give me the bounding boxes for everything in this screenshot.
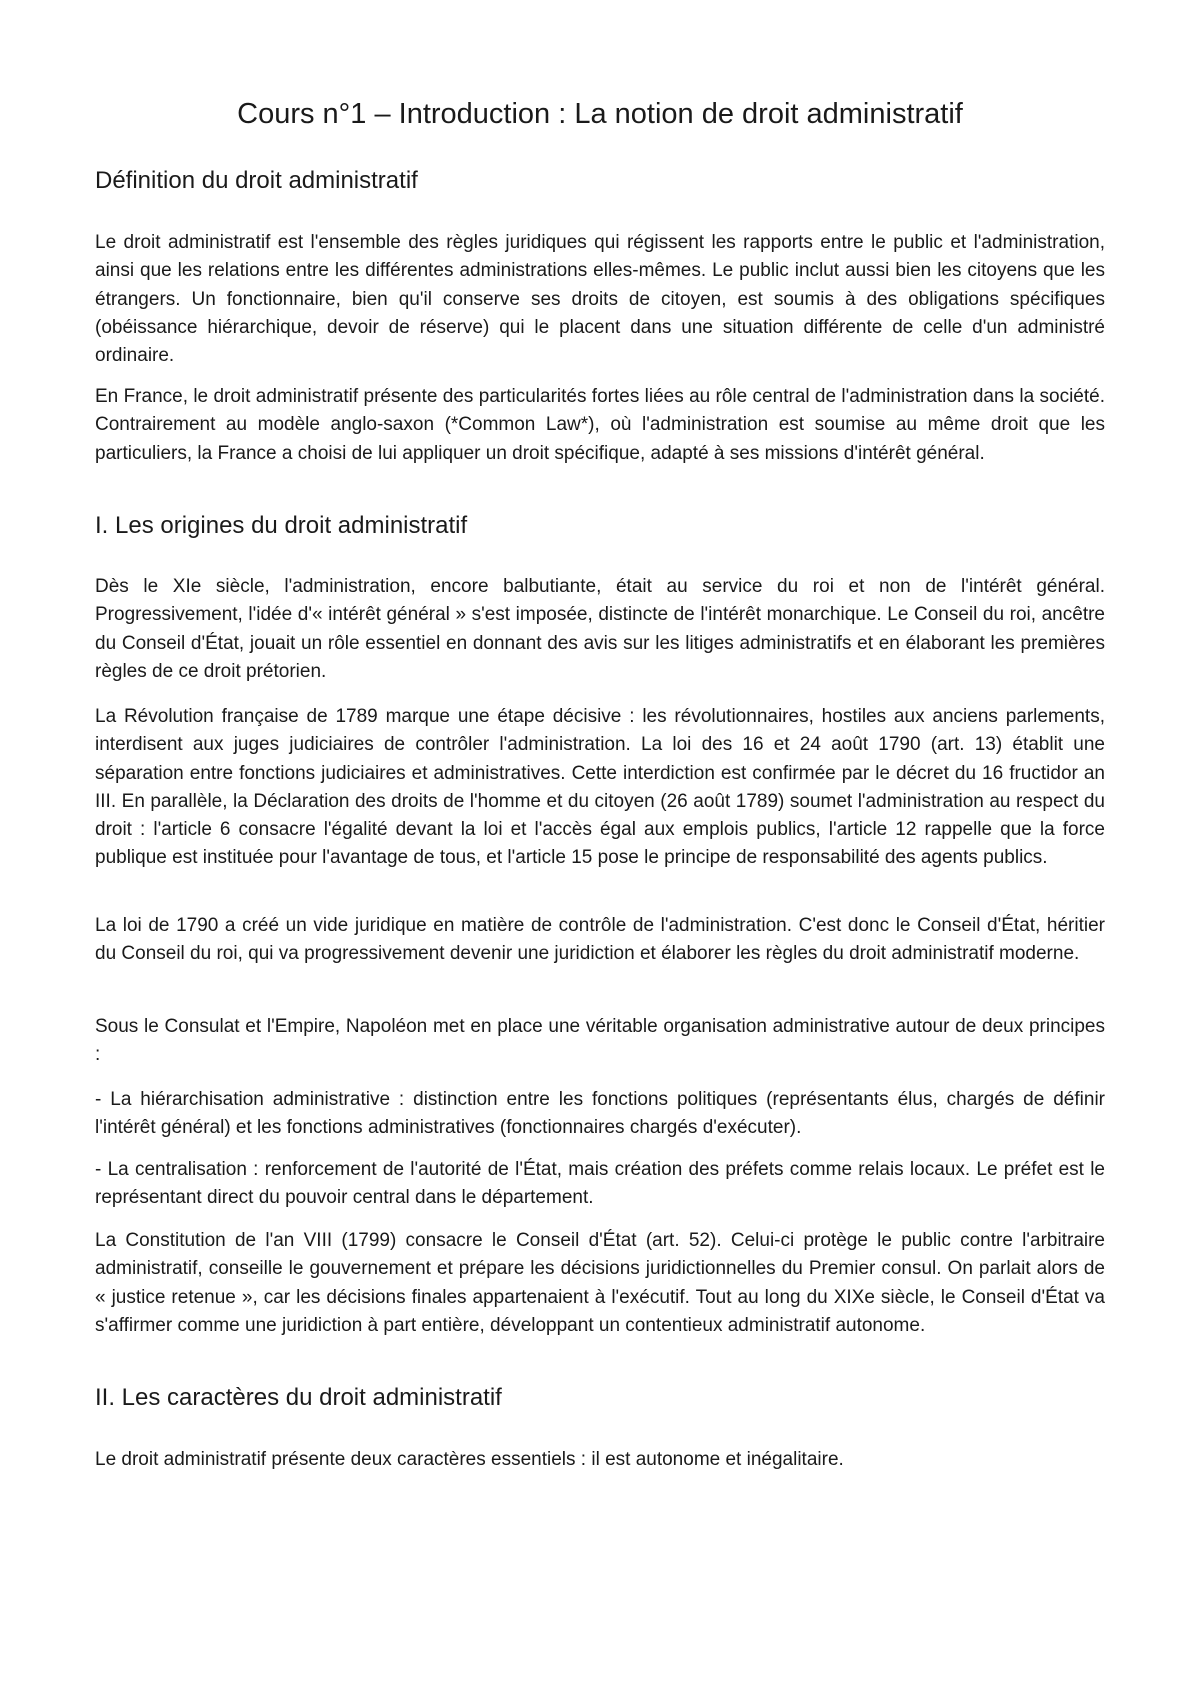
paragraph-definition-2-block: [95, 383, 1105, 468]
paragraph-origines-7-block: [95, 1227, 1105, 1340]
paragraph-caracteres-1-block: [95, 1446, 1105, 1474]
paragraph-origines-1: Dès le XIe siècle, l'administration, encore balbutiante, était au service du roi et non de l'intérêt général. Progressivement, l'idée d'« intérêt général » s'est imposée, distincte de l'intérêt monarchique. Le Conseil du roi, ancêtre du Conseil d'État, jouait un rôle essentiel en donnant des avis sur les litiges administratifs et en élaborant les premières règles de ce droit prétorien.: [95, 576, 1105, 682]
section-caracteres: [95, 1383, 1105, 1413]
paragraph-origines-2-block: [95, 703, 1105, 873]
paragraph-origines-5: - La hiérarchisation administrative : distinction entre les fonctions politiques (représentants élus, chargés de définir l'intérêt général) et les fonctions administratives (fonctionnaires chargés d'exécuter).: [95, 1089, 1105, 1139]
paragraph-origines-4: Sous le Consulat et l'Empire, Napoléon met en place une véritable organisation administrative autour de deux principes :: [95, 1016, 1105, 1066]
paragraph-origines-6-block: [95, 1156, 1105, 1213]
paragraph-definition-2: En France, le droit administratif présente des particularités fortes liées au rôle central de l'administration dans la société. Contrairement au modèle anglo-saxon (*Common Law*), où l'administration est soumise au même droit que les particuliers, la France a choisi de lui appliquer un droit spécifique, adapté à ses missions d'intérêt général.: [95, 386, 1105, 464]
section-definition: [95, 166, 1105, 196]
paragraph-origines-6: - La centralisation : renforcement de l'autorité de l'État, mais création des préfets comme relais locaux. Le préfet est le représentant direct du pouvoir central dans le département.: [95, 1159, 1105, 1209]
section-origines: [95, 511, 1105, 541]
paragraph-definition-1-block: [95, 229, 1105, 370]
document-title: Cours n°1 – Introduction : La notion de droit administratif: [237, 98, 963, 130]
paragraph-origines-3-block: [95, 912, 1105, 969]
paragraph-origines-3: La loi de 1790 a créé un vide juridique en matière de contrôle de l'administration. C'est donc le Conseil d'État, héritier du Conseil du roi, qui va progressivement devenir une juridiction et élaborer les règles du droit administratif moderne.: [95, 915, 1105, 965]
paragraph-origines-7: La Constitution de l'an VIII (1799) consacre le Conseil d'État (art. 52). Celui-ci protège le public contre l'arbitraire administratif, conseille le gouvernement et prépare les décisions juridictionnelles du Premier consul. On parlait alors de « justice retenue », car les décisions finales appartenaient à l'exécutif. Tout au long du XIXe siècle, le Conseil d'État va s'affirmer comme une juridiction à part entière, développant un contentieux administratif autonome.: [95, 1230, 1105, 1336]
paragraph-definition-1: Le droit administratif est l'ensemble des règles juridiques qui régissent les rapports entre le public et l'administration, ainsi que les relations entre les différentes administrations elles-mêmes. Le public inclut aussi bien les citoyens que les étrangers. Un fonctionnaire, bien qu'il conserve ses droits de citoyen, est soumis à des obligations spécifiques (obéissance hiérarchique, devoir de réserve) qui le placent dans une situation différente de celle d'un administré ordinaire.: [95, 232, 1105, 367]
section-heading-origines: I. Les origines du droit administratif: [95, 512, 468, 539]
section-heading-caracteres: II. Les caractères du droit administratif: [95, 1384, 502, 1411]
section-heading-definition: Définition du droit administratif: [95, 167, 418, 194]
paragraph-caracteres-1: Le droit administratif présente deux caractères essentiels : il est autonome et inégalitaire.: [95, 1449, 844, 1470]
paragraph-origines-4-block: [95, 1013, 1105, 1070]
paragraph-origines-5-block: [95, 1086, 1105, 1143]
paragraph-origines-2: La Révolution française de 1789 marque une étape décisive : les révolutionnaires, hostiles aux anciens parlements, interdisent aux juges judiciaires de contrôler l'administration. La loi des 16 et 24 août 1790 (art. 13) établit une séparation entre fonctions judiciaires et administratives. Cette interdiction est confirmée par le décret du 16 fructidor an III. En parallèle, la Déclaration des droits de l'homme et du citoyen (26 août 1789) soumet l'administration au respect du droit : l'article 6 consacre l'égalité devant la loi et l'accès égal aux emplois publics, l'article 12 rappelle que la force publique est instituée pour l'avantage de tous, et l'article 15 pose le principe de responsabilité des agents publics.: [95, 706, 1105, 869]
paragraph-origines-1-block: [95, 573, 1105, 686]
